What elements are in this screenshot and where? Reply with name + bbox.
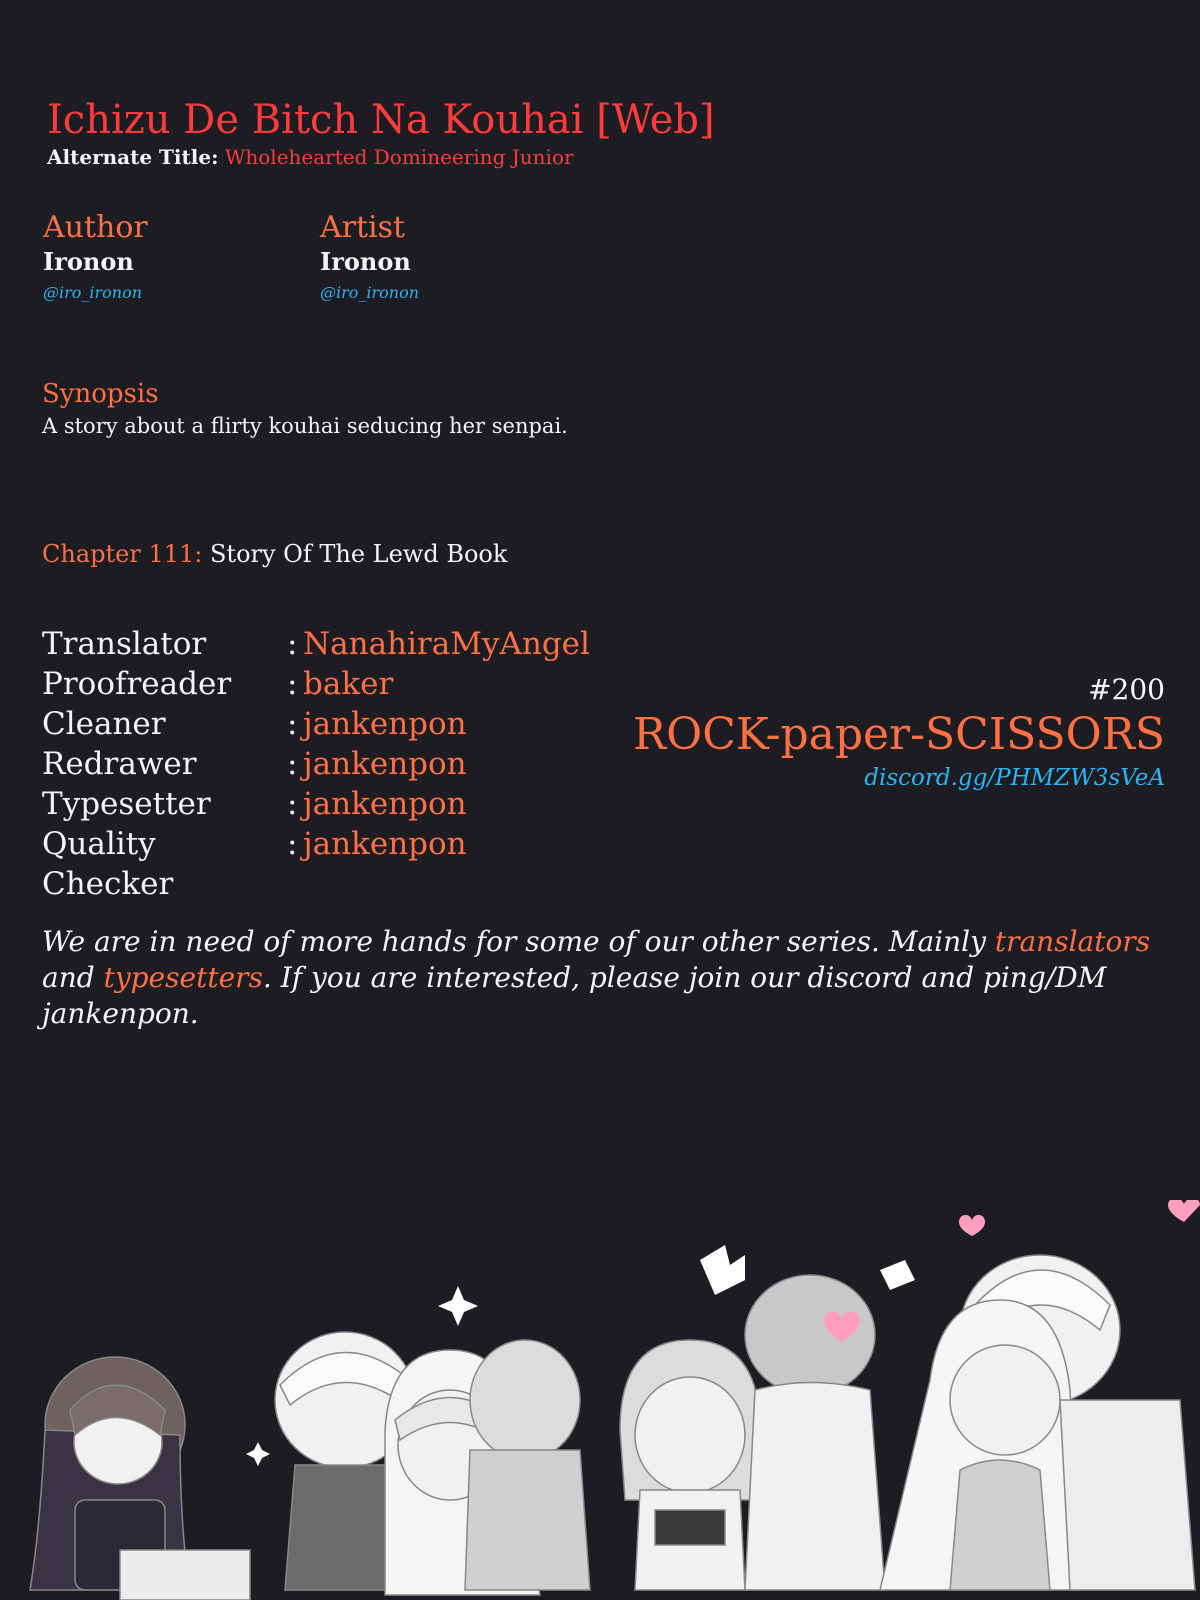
staff-row [42,624,590,664]
group-name: ROCK-paper-SCISSORS [633,709,1165,760]
group-block [633,672,1165,794]
staff-row [42,704,590,744]
author-heading: Author [43,210,148,245]
author-name: Ironon [43,247,134,276]
character-background-girl [465,1340,590,1590]
staff-separator: : [287,826,298,862]
staff-separator: : [287,666,298,702]
artist-block [320,210,419,308]
chapter-label: Chapter 111: [42,540,203,568]
alternate-title-label: Alternate Title: [47,145,219,169]
group-number: #200 [1088,673,1165,706]
artist-heading: Artist [320,210,406,245]
staff-role: Translator [42,626,207,662]
staff-row [42,824,590,902]
recruit-text: . If you are interested, please join our discord and ping/DM jankenpon. [42,961,1107,1030]
sparkle-icon [438,1286,478,1326]
sparkle-icon [700,1245,745,1295]
author-handle-link[interactable]: @iro_ironon [43,283,143,302]
artist-name: Ironon [320,247,411,276]
recruit-text: We are in need of more hands for some of our other series. Mainly [42,925,995,958]
recruit-text: and [42,961,104,994]
character-dark-hair-girl [30,1357,250,1600]
character-hugging-couple [880,1255,1195,1590]
staff-separator: : [287,706,298,742]
staff-name: jankenpon [303,786,467,822]
character-group-illustration [0,1200,1200,1600]
author-block [43,210,148,308]
character-curly-hair-boy [745,1275,885,1590]
staff-name: NanahiraMyAngel [303,626,590,662]
recruitment-notice [42,924,1162,1032]
discord-link[interactable]: discord.gg/PHMZW3sVeA [864,765,1165,791]
heart-icon [1168,1200,1200,1222]
staff-name: jankenpon [303,706,467,742]
staff-separator: : [287,626,298,662]
artist-handle-link[interactable]: @iro_ironon [320,283,420,302]
staff-role: Quality Checker [42,826,174,902]
staff-name: jankenpon [303,746,467,782]
recruit-highlight-translators: translators [994,925,1151,958]
staff-name: jankenpon [303,826,467,862]
synopsis-heading: Synopsis [42,379,159,409]
staff-separator: : [287,746,298,782]
sparkle-icon [246,1442,270,1466]
staff-row [42,744,590,784]
series-title: Ichizu De Bitch Na Kouhai [Web] [47,97,715,143]
staff-name: baker [303,666,394,702]
heart-icon [959,1215,985,1236]
chapter-line [42,538,507,570]
staff-role: Typesetter [42,786,211,822]
staff-role: Proofreader [42,666,232,702]
chapter-title: Story Of The Lewd Book [209,540,508,568]
alternate-title-value: Wholehearted Domineering Junior [224,145,574,169]
staff-role: Cleaner [42,706,166,742]
staff-role: Redrawer [42,746,197,782]
sparkle-icon [880,1260,915,1290]
character-bob-hair-girl [620,1340,760,1590]
staff-list [42,624,590,902]
staff-row [42,784,590,824]
alternate-title-row [47,144,574,170]
recruit-highlight-typesetters: typesetters [103,961,263,994]
synopsis-text: A story about a flirty kouhai seducing her senpai. [42,414,568,438]
staff-separator: : [287,786,298,822]
staff-row [42,664,590,704]
